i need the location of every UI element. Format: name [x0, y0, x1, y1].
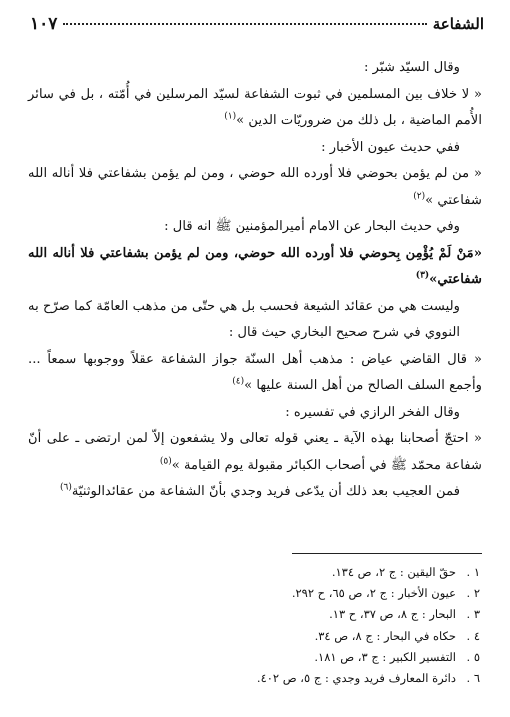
footnote-ref: (٣) [415, 270, 430, 281]
body-text [28, 55, 482, 506]
paragraph-text: وفي حديث البحار عن الامام أميرالمؤمنين ﷺ انه قال : [164, 219, 460, 234]
footnote-text: البحار : ج ٨، ص ٣٧، ح ١٣. [329, 607, 456, 622]
footnote-item [30, 583, 480, 604]
footnote-ref: (٤) [232, 376, 245, 387]
footnote-ref: (٦) [59, 482, 72, 493]
paragraph [28, 214, 482, 241]
footnote-item [30, 604, 480, 625]
footnote-number: ٢ . [466, 586, 480, 601]
footnote-text: حقّ اليقين : ج ٢، ص ١٣٤. [331, 565, 456, 579]
footnote-item [30, 668, 480, 689]
footnote-item [30, 562, 480, 583]
paragraph-text: « قال القاضي عياض : مذهب أهل السنّة جواز الشفاعة عقلاً ووجوبها سمعاً ... وأجمع السلف الصالح من أهل السنة عليها » [28, 351, 482, 393]
footnote-text: التفسير الكبير : ج ٣، ص ١٨١. [314, 649, 456, 664]
footnote-number: ١ . [466, 565, 480, 579]
header-dot-leader [63, 23, 426, 25]
paragraph [28, 294, 482, 347]
paragraph [28, 82, 482, 135]
running-title: الشفاعة [432, 15, 484, 33]
footnote-item [30, 626, 480, 647]
footnote-number: ٥ . [466, 649, 480, 664]
paragraph-text: وقال السيّد شبّر : [364, 60, 460, 75]
paragraph [28, 400, 482, 427]
paragraph [28, 135, 482, 162]
footnote-text: دائرة المعارف فريد وجدي : ج ٥، ص ٤٠٢. [256, 671, 456, 686]
footnote-text: حكاه في البحار : ج ٨، ص ٣٤. [314, 628, 456, 643]
paragraph-text: فمن العجيب بعد ذلك أن يدّعى فريد وجدي بأنّ الشفاعة من عقائدالوثنيّة [71, 484, 460, 499]
footnote-number: ٤ . [466, 628, 480, 643]
paragraph-text: ففي حديث عيون الأخبار : [321, 139, 460, 155]
paragraph-text: وليست هي من عقائد الشيعة فحسب بل هي حتّى من مذهب العامّة كما صرّح به النووي في شرح صحيح البخاري حيث قال : [28, 298, 460, 340]
page-number: ١٠٧ [30, 14, 58, 34]
paragraph [28, 161, 482, 214]
page-header [30, 14, 484, 40]
footnote-item [30, 647, 480, 668]
paragraph [28, 347, 482, 400]
paragraph [28, 426, 482, 479]
paragraph-text: « من لم يؤمن بحوضي فلا أورده الله حوضي ، ومن لم يؤمن بشفاعتي فلا أناله الله شفاعتي » [28, 166, 482, 208]
paragraph [28, 241, 482, 294]
footnote-number: ٦ . [466, 671, 480, 686]
footnote-text: عيون الأخبار : ج ٢، ص ٦٥، ح ٢٩٢. [291, 586, 456, 601]
footnote-separator [292, 553, 482, 554]
paragraph-text: وقال الفخر الرازي في تفسيره : [285, 404, 460, 420]
footnote-ref: (٢) [413, 191, 426, 202]
footnote-number: ٣ . [466, 607, 480, 622]
footnote-ref: (٥) [159, 456, 172, 467]
paragraph [28, 55, 482, 82]
footnotes [30, 562, 480, 689]
paragraph-text: « لا خلاف بين المسلمين في ثبوت الشفاعة لسيّد المرسلين في أُمّته ، بل في سائر الأُمم الماضية ، بل ذلك من ضروريّات الدين » [28, 86, 482, 128]
footnote-ref: (١) [224, 111, 237, 122]
paragraph [28, 479, 482, 506]
paragraph-text: «مَنْ لَمْ يُؤْمِن بِحوضي فلا أورده الله حوضي، ومن لم يؤمن بشفاعتي فلا أناله الله شفاعتي» [28, 245, 482, 287]
paragraph-text: « احتجّ أصحابنا بهذه الآية ـ يعني قوله تعالى ولا يشفعون إلاّ لمن ارتضى ـ على أنّ شفاعة محمّد ﷺ في أصحاب الكبائر مقبولة يوم القيامة » [28, 431, 482, 473]
